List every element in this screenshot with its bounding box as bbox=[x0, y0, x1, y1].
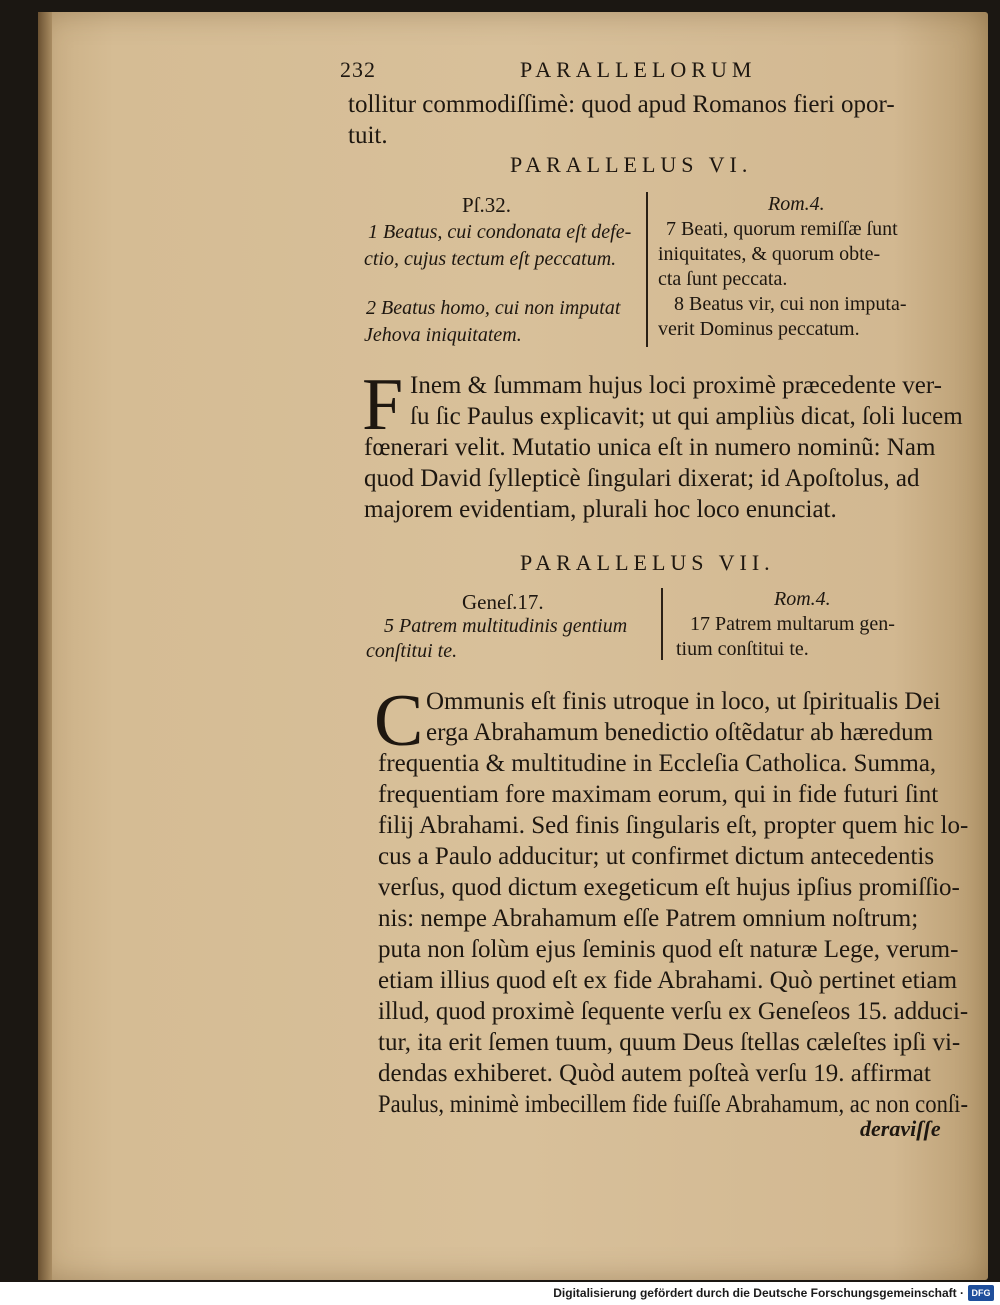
right-verse-line: iniquitates, & quorum obte- bbox=[658, 243, 881, 265]
commentary-line: erga Abrahamum benedictio oſtẽdatur ab hæredum bbox=[426, 719, 934, 746]
section-title: PARALLELUS VI. bbox=[510, 152, 753, 177]
commentary-line: cus a Paulo adducitur; ut confirmet dictum antecedentis bbox=[378, 843, 935, 870]
commentary-line: quod David ſyllepticè ſingulari dixerat; id Apoſtolus, ad bbox=[364, 465, 920, 492]
commentary-line: etiam illius quod eſt ex fide Abrahami. Quò pertinet etiam bbox=[378, 967, 958, 994]
commentary-line: filij Abrahami. Sed finis ſingularis eſt, propter quem hic lo- bbox=[378, 812, 969, 839]
commentary-line: frequentiam fore maximam eorum, qui in fide futuri ſint bbox=[378, 781, 939, 808]
drop-cap: C bbox=[374, 680, 424, 762]
left-verse-line: 5 Patrem multitudinis gentium bbox=[384, 615, 628, 637]
page-number: 232 bbox=[340, 57, 376, 82]
commentary-line: Paulus, minimè imbecillem fide fuiſſe Abrahamum, ac non conſi- bbox=[378, 1091, 969, 1118]
footer-bar bbox=[0, 1282, 1000, 1305]
dfg-logo-icon[interactable]: DFG bbox=[968, 1285, 994, 1301]
right-reference: Rom.4. bbox=[768, 193, 825, 215]
commentary-line: verſus, quod dictum exegeticum eſt hujus ipſius promiſſio- bbox=[378, 874, 960, 901]
page-spine-shadow bbox=[38, 12, 52, 1280]
left-verse-line: Jehova iniquitatem. bbox=[364, 324, 522, 346]
column-divider bbox=[661, 588, 663, 660]
right-verse-line: 7 Beati, quorum remiſſæ ſunt bbox=[666, 218, 898, 240]
right-verse-line: verit Dominus peccatum. bbox=[658, 318, 860, 340]
commentary-line: dendas exhiberet. Quòd autem poſteà verſu 19. affirmat bbox=[378, 1060, 931, 1087]
right-verse-line: 8 Beatus vir, cui non imputa- bbox=[674, 293, 907, 315]
drop-cap: F bbox=[362, 364, 404, 446]
left-verse-line: 2 Beatus homo, cui non imputat bbox=[366, 297, 621, 319]
intro-line: tuit. bbox=[348, 122, 388, 149]
left-verse-line: 1 Beatus, cui condonata eſt defe- bbox=[368, 221, 632, 243]
column-divider bbox=[646, 192, 648, 347]
running-title: PARALLELORUM bbox=[520, 57, 757, 82]
left-reference: Geneſ.17. bbox=[462, 590, 544, 614]
right-reference: Rom.4. bbox=[774, 588, 831, 610]
commentary-line: nis: nempe Abrahamum eſſe Patrem omnium noſtrum; bbox=[378, 905, 919, 932]
commentary-line: puta non ſolùm ejus ſeminis quod eſt naturæ Lege, verum- bbox=[378, 936, 959, 963]
intro-line: tollitur commodiſſimè: quod apud Romanos fieri opor- bbox=[348, 91, 895, 118]
commentary-line: fœnerari velit. Mutatio unica eſt in numero nominũ: Nam bbox=[364, 434, 936, 461]
commentary-line: majorem evidentiam, plurali hoc loco enunciat. bbox=[364, 496, 837, 523]
section-title: PARALLELUS VII. bbox=[520, 550, 775, 575]
right-verse-line: tium conſtitui te. bbox=[676, 638, 809, 660]
catchword: deraviſſe bbox=[860, 1116, 941, 1141]
left-verse-line: ctio, cujus tectum eſt peccatum. bbox=[364, 248, 617, 270]
commentary-line: illud, quod proximè ſequente verſu ex Geneſeos 15. adduci- bbox=[378, 998, 969, 1025]
commentary-line: tur, ita erit ſemen tuum, quum Deus ſtellas cæleſtes ipſi vi- bbox=[378, 1029, 961, 1056]
left-verse-line: conſtitui te. bbox=[366, 640, 458, 662]
commentary-line: Inem & ſummam hujus loci proximè præcedente ver- bbox=[410, 372, 942, 399]
left-reference: Pſ.32. bbox=[462, 193, 512, 217]
commentary-line: frequentia & multitudine in Eccleſia Catholica. Summa, bbox=[378, 750, 937, 777]
commentary-line: ſu ſic Paulus explicavit; ut qui ampliùs dicat, ſoli lucem bbox=[410, 403, 963, 430]
right-verse-line: cta ſunt peccata. bbox=[658, 268, 788, 290]
right-verse-line: 17 Patrem multarum gen- bbox=[690, 613, 895, 635]
footer-credit: Digitalisierung gefördert durch die Deutsche Forschungsgemeinschaft · bbox=[553, 1286, 964, 1300]
commentary-line: Ommunis eſt finis utroque in loco, ut ſpiritualis Dei bbox=[426, 688, 941, 715]
